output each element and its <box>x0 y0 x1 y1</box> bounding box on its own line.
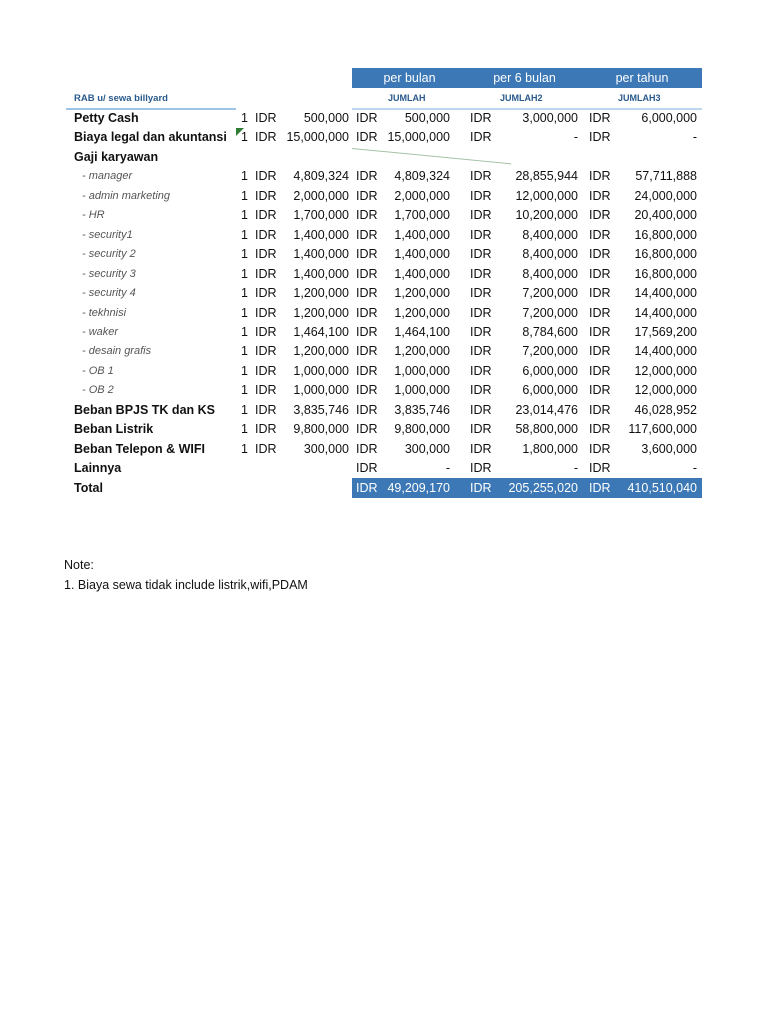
row-qty: 1 <box>241 422 248 436</box>
row-currency-bulan: IDR <box>356 111 378 125</box>
row-currency-tahun: IDR <box>589 422 611 436</box>
row-currency-unit: IDR <box>255 111 277 125</box>
header-per-6-bulan: per 6 bulan <box>493 71 556 85</box>
row-label: - security 4 <box>82 287 136 299</box>
table-row <box>0 245 768 264</box>
table-row <box>0 109 768 128</box>
table-row <box>0 401 768 420</box>
row-currency-6-bulan: IDR <box>470 208 492 222</box>
row-currency-bulan: IDR <box>356 130 378 144</box>
row-currency-tahun: IDR <box>589 247 611 261</box>
row-currency-6-bulan: IDR <box>470 130 492 144</box>
row-amount-bulan: 1,200,000 <box>394 344 450 358</box>
total-amount-bulan: 49,209,170 <box>387 481 450 495</box>
row-amount-tahun: 14,400,000 <box>634 306 697 320</box>
total-cur-bulan: IDR <box>356 481 378 495</box>
row-label: - OB 1 <box>82 365 114 377</box>
row-qty: 1 <box>241 286 248 300</box>
table-row <box>0 420 768 439</box>
row-amount-tahun: 14,400,000 <box>634 344 697 358</box>
row-currency-bulan: IDR <box>356 461 378 475</box>
row-currency-bulan: IDR <box>356 325 378 339</box>
row-currency-unit: IDR <box>255 208 277 222</box>
note-line-1: 1. Biaya sewa tidak include listrik,wifi,PDAM <box>64 578 308 592</box>
row-amount-tahun: 14,400,000 <box>634 286 697 300</box>
row-currency-unit: IDR <box>255 325 277 339</box>
row-amount-tahun: 12,000,000 <box>634 364 697 378</box>
row-currency-bulan: IDR <box>356 306 378 320</box>
row-qty: 1 <box>241 228 248 242</box>
table-row <box>0 304 768 323</box>
row-label: - security 2 <box>82 248 136 260</box>
table-row <box>0 381 768 400</box>
row-currency-bulan: IDR <box>356 383 378 397</box>
row-amount-bulan: 1,464,100 <box>394 325 450 339</box>
row-amount-6-bulan: 12,000,000 <box>515 189 578 203</box>
row-currency-bulan: IDR <box>356 189 378 203</box>
row-amount-6-bulan <box>492 148 578 167</box>
row-amount-bulan: 1,200,000 <box>394 306 450 320</box>
row-currency-tahun: IDR <box>589 189 611 203</box>
total-cur-6-bulan: IDR <box>470 481 492 495</box>
subheader-jumlah2: JUMLAH2 <box>500 93 543 103</box>
row-label: - OB 2 <box>82 384 114 396</box>
row-amount-bulan: 1,400,000 <box>394 228 450 242</box>
row-currency-tahun: IDR <box>589 461 611 475</box>
row-label: Lainnya <box>74 461 122 475</box>
row-amount-tahun: 46,028,952 <box>634 403 697 417</box>
row-currency-bulan: IDR <box>356 422 378 436</box>
row-unit-amount: 1,400,000 <box>293 228 349 242</box>
row-currency-unit: IDR <box>255 286 277 300</box>
row-unit-amount: 2,000,000 <box>293 189 349 203</box>
row-currency-6-bulan: IDR <box>470 189 492 203</box>
row-qty: 1 <box>241 189 248 203</box>
row-currency-6-bulan: IDR <box>470 267 492 281</box>
row-label: - security 3 <box>82 268 136 280</box>
row-amount-6-bulan: 58,800,000 <box>515 422 578 436</box>
row-currency-unit: IDR <box>255 189 277 203</box>
row-qty <box>232 459 248 478</box>
row-amount-6-bulan: - <box>573 461 578 475</box>
row-currency-6-bulan: IDR <box>470 228 492 242</box>
row-currency-unit: IDR <box>255 169 277 183</box>
row-amount-bulan: 3,835,746 <box>394 403 450 417</box>
row-currency-unit: IDR <box>255 247 277 261</box>
row-amount-6-bulan: 7,200,000 <box>522 344 578 358</box>
table-row <box>0 440 768 459</box>
header-per-tahun: per tahun <box>615 71 669 85</box>
rab-title: RAB u/ sewa billyard <box>74 93 168 104</box>
row-amount-tahun: 12,000,000 <box>634 383 697 397</box>
row-currency-tahun: IDR <box>589 383 611 397</box>
row-qty: 1 <box>241 325 248 339</box>
row-amount-bulan: 1,000,000 <box>394 364 450 378</box>
note-title: Note: <box>64 558 94 572</box>
row-amount-bulan: 1,000,000 <box>394 383 450 397</box>
row-currency-bulan: IDR <box>356 267 378 281</box>
row-amount-tahun: 3,600,000 <box>641 442 697 456</box>
row-amount-bulan: 4,809,324 <box>394 169 450 183</box>
row-currency-tahun: IDR <box>589 306 611 320</box>
row-amount-tahun: - <box>692 130 697 144</box>
row-currency-tahun: IDR <box>589 130 611 144</box>
row-currency-unit: IDR <box>255 267 277 281</box>
row-amount-6-bulan: 1,800,000 <box>522 442 578 456</box>
row-qty: 1 <box>241 169 248 183</box>
row-currency-6-bulan: IDR <box>470 169 492 183</box>
row-unit-amount: 15,000,000 <box>286 130 349 144</box>
row-currency-6-bulan: IDR <box>470 364 492 378</box>
row-currency-tahun: IDR <box>589 403 611 417</box>
row-label: - manager <box>82 170 133 182</box>
row-currency-tahun: IDR <box>589 442 611 456</box>
row-qty: 1 <box>241 111 248 125</box>
table-row <box>0 206 768 225</box>
row-amount-bulan: 15,000,000 <box>387 130 450 144</box>
row-amount-tahun: 6,000,000 <box>641 111 697 125</box>
row-label: - waker <box>82 326 119 338</box>
row-unit-amount: 1,200,000 <box>293 306 349 320</box>
total-amount-6-bulan: 205,255,020 <box>508 481 578 495</box>
row-currency-unit: IDR <box>255 422 277 436</box>
row-currency-unit: IDR <box>255 442 277 456</box>
row-unit-amount <box>276 459 349 478</box>
row-currency-tahun: IDR <box>589 111 611 125</box>
row-currency-tahun: IDR <box>589 325 611 339</box>
row-currency-bulan: IDR <box>356 364 378 378</box>
row-qty: 1 <box>241 403 248 417</box>
total-amount-tahun: 410,510,040 <box>627 481 697 495</box>
row-amount-6-bulan: 8,400,000 <box>522 267 578 281</box>
row-label: Beban Telepon & WIFI <box>74 442 206 456</box>
row-currency-unit: IDR <box>255 383 277 397</box>
row-label: Gaji karyawan <box>74 150 159 164</box>
row-label: Biaya legal dan akuntansi <box>74 130 227 144</box>
row-amount-6-bulan: 23,014,476 <box>515 403 578 417</box>
row-currency-unit: IDR <box>255 364 277 378</box>
row-currency-unit: IDR <box>255 344 277 358</box>
row-amount-bulan <box>380 148 450 167</box>
row-currency-6-bulan: IDR <box>470 383 492 397</box>
row-amount-6-bulan: 8,400,000 <box>522 247 578 261</box>
row-amount-bulan: 1,400,000 <box>394 267 450 281</box>
table-row <box>0 128 768 147</box>
row-amount-tahun: 17,569,200 <box>634 325 697 339</box>
row-currency-6-bulan: IDR <box>470 325 492 339</box>
row-unit-amount: 1,400,000 <box>293 267 349 281</box>
row-unit-amount: 1,000,000 <box>293 364 349 378</box>
row-currency-6-bulan: IDR <box>470 442 492 456</box>
row-unit-amount: 1,464,100 <box>293 325 349 339</box>
row-amount-tahun: 117,600,000 <box>628 422 697 436</box>
row-amount-bulan: 500,000 <box>404 111 450 125</box>
row-currency-6-bulan: IDR <box>470 422 492 436</box>
row-currency-bulan: IDR <box>356 442 378 456</box>
table-row <box>0 323 768 342</box>
row-currency-6-bulan: IDR <box>470 111 492 125</box>
row-qty: 1 <box>241 267 248 281</box>
row-amount-bulan: 300,000 <box>404 442 450 456</box>
row-currency-bulan: IDR <box>356 247 378 261</box>
row-amount-tahun <box>612 148 697 167</box>
row-amount-6-bulan: 8,400,000 <box>522 228 578 242</box>
row-currency-unit: IDR <box>255 228 277 242</box>
row-currency-6-bulan: IDR <box>470 286 492 300</box>
row-qty: 1 <box>241 344 248 358</box>
row-label: Beban BPJS TK dan KS <box>74 403 215 417</box>
row-label: - tekhnisi <box>82 307 127 319</box>
row-amount-6-bulan: 7,200,000 <box>522 306 578 320</box>
row-amount-6-bulan: 6,000,000 <box>522 364 578 378</box>
table-row <box>0 226 768 245</box>
table-row <box>0 148 768 167</box>
row-label: Petty Cash <box>74 111 139 125</box>
row-label: Beban Listrik <box>74 422 154 436</box>
table-row <box>0 187 768 206</box>
row-unit-amount: 500,000 <box>303 111 349 125</box>
row-amount-6-bulan: 7,200,000 <box>522 286 578 300</box>
total-row <box>0 479 768 498</box>
row-amount-tahun: - <box>692 461 697 475</box>
row-currency-6-bulan: IDR <box>470 461 492 475</box>
row-amount-tahun: 57,711,888 <box>635 169 697 183</box>
row-unit-amount <box>276 148 349 167</box>
row-amount-6-bulan: 28,855,944 <box>515 169 578 183</box>
row-qty: 1 <box>241 306 248 320</box>
row-currency-bulan: IDR <box>356 228 378 242</box>
row-unit-amount: 3,835,746 <box>293 403 349 417</box>
row-amount-6-bulan: 6,000,000 <box>522 383 578 397</box>
row-amount-6-bulan: 3,000,000 <box>522 111 578 125</box>
row-currency-tahun: IDR <box>589 344 611 358</box>
row-unit-amount: 9,800,000 <box>293 422 349 436</box>
row-label: - admin marketing <box>82 190 171 202</box>
row-currency-bulan: IDR <box>356 208 378 222</box>
row-amount-bulan: 2,000,000 <box>394 189 450 203</box>
row-label: - security1 <box>82 229 133 241</box>
row-qty: 1 <box>241 442 248 456</box>
row-unit-amount: 1,000,000 <box>293 383 349 397</box>
row-unit-amount: 1,200,000 <box>293 344 349 358</box>
row-currency-tahun: IDR <box>589 169 611 183</box>
row-currency-tahun: IDR <box>589 208 611 222</box>
row-unit-amount: 1,700,000 <box>293 208 349 222</box>
row-amount-bulan: 1,400,000 <box>394 247 450 261</box>
row-amount-6-bulan: 8,784,600 <box>522 325 578 339</box>
row-label: - HR <box>82 209 105 221</box>
total-label: Total <box>74 481 103 495</box>
row-currency-tahun: IDR <box>589 228 611 242</box>
row-currency-tahun: IDR <box>589 364 611 378</box>
table-row <box>0 459 768 478</box>
row-amount-tahun: 16,800,000 <box>634 228 697 242</box>
row-currency-6-bulan: IDR <box>470 306 492 320</box>
row-currency-unit: IDR <box>255 130 277 144</box>
row-amount-tahun: 16,800,000 <box>634 247 697 261</box>
row-unit-amount: 4,809,324 <box>293 169 349 183</box>
row-amount-tahun: 24,000,000 <box>634 189 697 203</box>
row-amount-bulan: 9,800,000 <box>394 422 450 436</box>
row-currency-bulan: IDR <box>356 403 378 417</box>
row-qty: 1 <box>241 247 248 261</box>
row-currency-tahun: IDR <box>589 267 611 281</box>
row-unit-amount: 1,400,000 <box>293 247 349 261</box>
row-amount-bulan: 1,200,000 <box>394 286 450 300</box>
row-amount-bulan: 1,700,000 <box>394 208 450 222</box>
table-row <box>0 284 768 303</box>
row-currency-bulan: IDR <box>356 286 378 300</box>
row-currency-unit: IDR <box>255 306 277 320</box>
table-row <box>0 342 768 361</box>
row-unit-amount: 300,000 <box>303 442 349 456</box>
row-amount-tahun: 20,400,000 <box>634 208 697 222</box>
row-currency-6-bulan: IDR <box>470 403 492 417</box>
row-currency-6-bulan: IDR <box>470 344 492 358</box>
row-qty: 1 <box>241 364 248 378</box>
row-qty: 1 <box>241 130 248 144</box>
table-row <box>0 167 768 186</box>
row-currency-6-bulan: IDR <box>470 247 492 261</box>
table-row <box>0 362 768 381</box>
row-currency-bulan: IDR <box>356 169 378 183</box>
row-amount-bulan: - <box>445 461 450 475</box>
row-currency-bulan: IDR <box>356 344 378 358</box>
row-amount-tahun: 16,800,000 <box>634 267 697 281</box>
row-currency-tahun: IDR <box>589 286 611 300</box>
row-qty: 1 <box>241 383 248 397</box>
total-cur-tahun: IDR <box>589 481 611 495</box>
row-currency-unit: IDR <box>255 403 277 417</box>
subheader-jumlah3: JUMLAH3 <box>618 93 661 103</box>
row-amount-6-bulan: - <box>573 130 578 144</box>
row-qty: 1 <box>241 208 248 222</box>
table-row <box>0 265 768 284</box>
header-per-bulan: per bulan <box>383 71 436 85</box>
row-label: - desain grafis <box>82 345 152 357</box>
subheader-jumlah: JUMLAH <box>388 93 426 103</box>
row-qty <box>232 148 248 167</box>
row-amount-6-bulan: 10,200,000 <box>515 208 578 222</box>
row-unit-amount: 1,200,000 <box>293 286 349 300</box>
